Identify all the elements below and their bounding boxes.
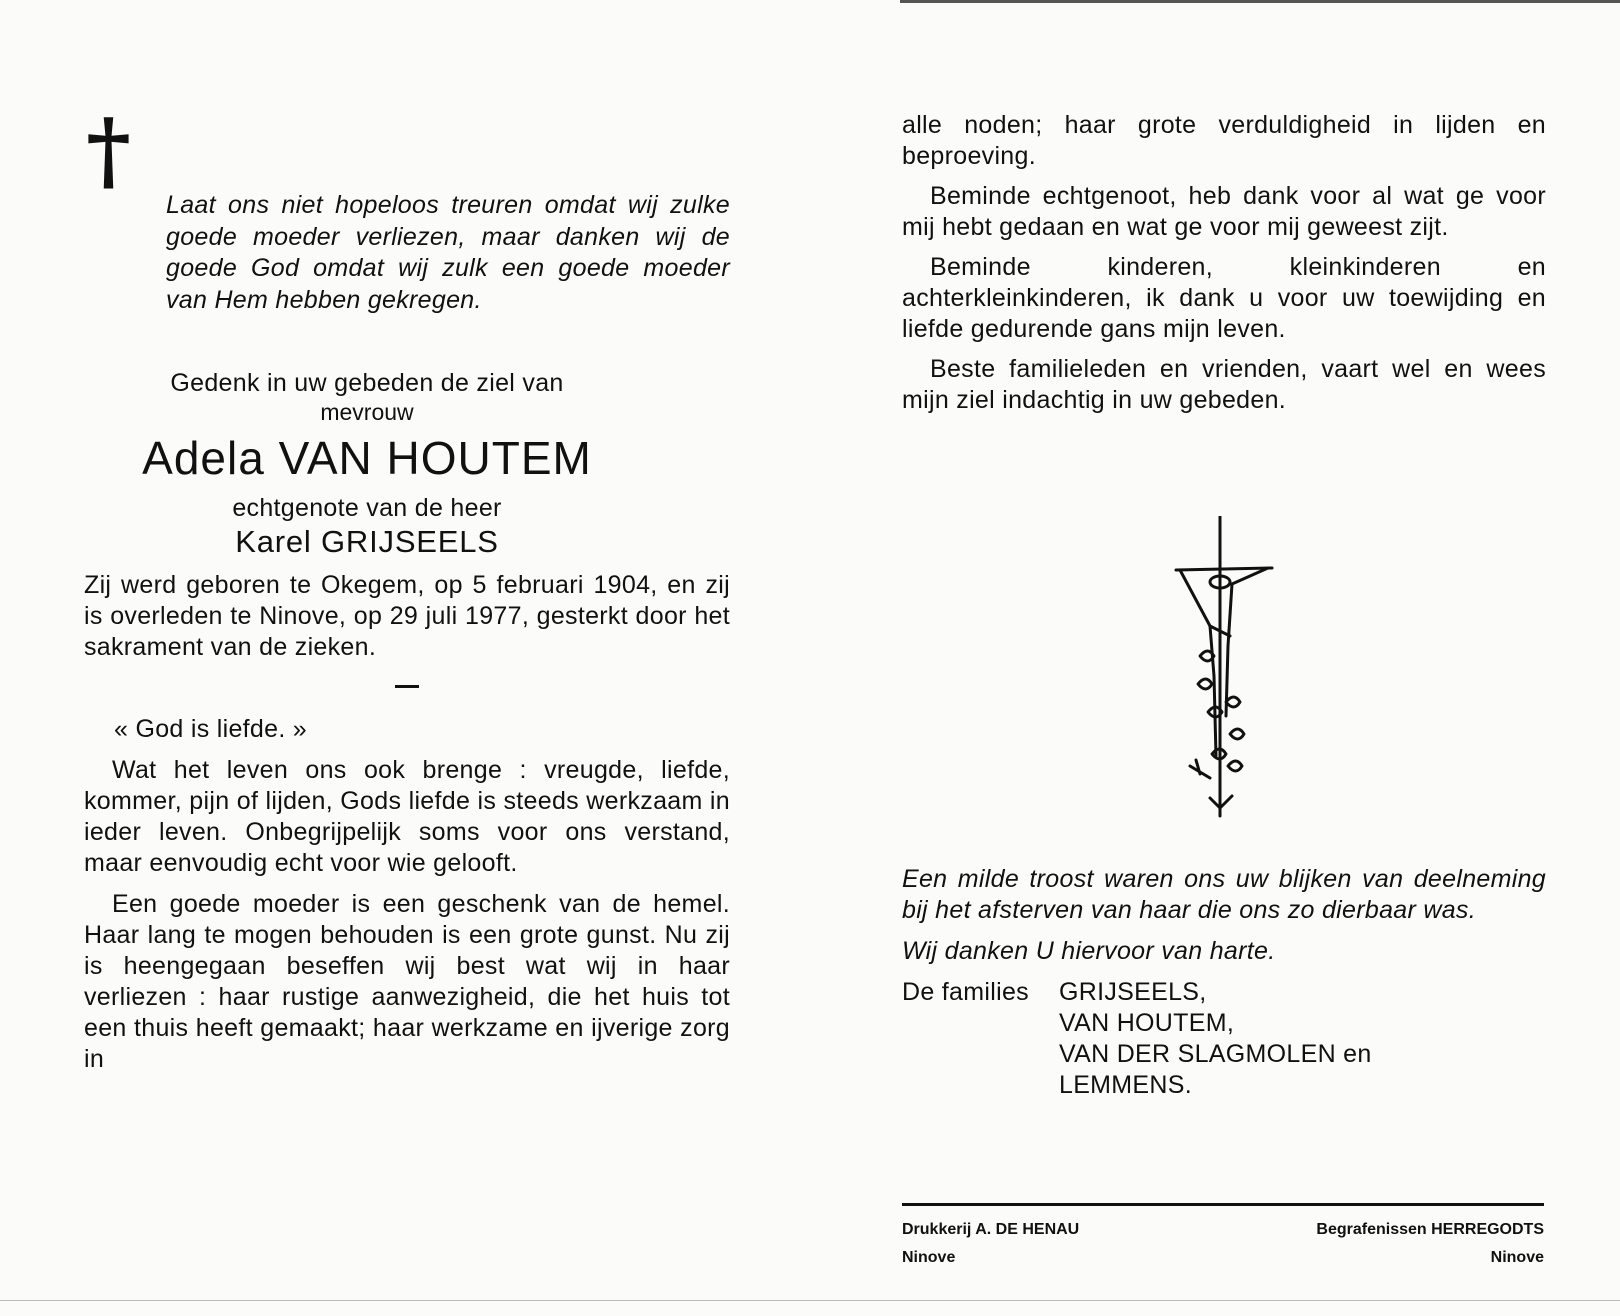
families-list <box>1059 977 1372 1101</box>
spouse-intro: echtgenote van de heer <box>232 494 502 522</box>
card-bottom-edge <box>0 1300 1620 1301</box>
opening-quote: Laat ons niet hopeloos treuren omdat wij zulke goede moeder verliezen, maar danken wij de goede God omdat wij zulk een goede moeder van Hem hebben gekregen. <box>166 191 730 314</box>
motto: « God is liefde. » <box>114 715 308 743</box>
family-name: LEMMENS. <box>1059 1071 1192 1099</box>
printer-name: Drukkerij A. DE HENAU <box>902 1221 1080 1238</box>
undertaker-city: Ninove <box>1490 1249 1544 1266</box>
footer-rule <box>902 1203 1544 1206</box>
families-block <box>902 977 1546 1099</box>
family-name: GRIJSEELS, <box>1059 978 1207 1006</box>
left-panel <box>84 368 730 1075</box>
cross-icon: † <box>86 100 131 201</box>
paragraph-spouse-thanks: Beminde echtgenoot, heb dank voor al wat ge voor mij hebt gedaan en wat ge voor mij geweest zijt. <box>902 182 1546 241</box>
family-name: VAN HOUTEM, <box>1059 1009 1235 1037</box>
thanks-text: Een milde troost waren ons uw blijken van deelneming bij het afsterven van haar die ons zo dierbaar was. <box>902 865 1546 924</box>
birth-death-text: Zij werd geboren te Okegem, op 5 februari 1904, en zij is overleden te Ninove, op 29 juli 1977, gesterkt door het sakrament van de zieken. <box>84 571 730 661</box>
thanks-section <box>902 864 1546 1099</box>
paragraph-mother: Een goede moeder is een geschenk van de hemel. Haar lang te mogen behouden is een grote gunst. Nu zij is heengegaan beseffen wij best wat wij in haar verliezen : haar rustige aanwezigheid, die het huis tot een thuis heeft gemaakt; haar werkzame en ijverige zorg in <box>84 890 730 1073</box>
undertaker-name: Begrafenissen HERREGODTS <box>1316 1221 1544 1238</box>
intro-line: Gedenk in uw gebeden de ziel van <box>170 369 564 397</box>
thanks-closing: Wij danken U hiervoor van harte. <box>902 937 1276 965</box>
deceased-name: Adela VAN HOUTEM <box>142 432 592 484</box>
card-top-edge <box>900 0 1620 3</box>
printer-city: Ninove <box>902 1249 956 1266</box>
intro-title: mevrouw <box>320 399 414 425</box>
paragraph-children-thanks: Beminde kinderen, kleinkinderen en achterkleinkinderen, ik dank u voor uw toewijding en liefde gedurende gans mijn leven. <box>902 253 1546 343</box>
separator-dash <box>395 685 419 688</box>
paragraph-life: Wat het leven ons ook brenge : vreugde, liefde, kommer, pijn of lijden, Gods liefde is steeds werkzaam in ieder leven. Onbegrijpelijk soms voor ons verstand, maar eenvoudig echt voor wie gelooft. <box>84 756 730 877</box>
paragraph-continued: alle noden; haar grote verduldigheid in lijden en beproeving. <box>902 111 1546 170</box>
spouse-name: Karel GRIJSEELS <box>235 524 499 559</box>
right-panel <box>902 110 1546 416</box>
families-label: De families <box>902 978 1029 1006</box>
paragraph-farewell: Beste familieleden en vrienden, vaart wel en wees mijn ziel indachtig in uw gebeden. <box>902 355 1546 414</box>
family-name: VAN DER SLAGMOLEN en <box>1059 1040 1372 1068</box>
crucifix-illustration <box>1170 516 1280 830</box>
